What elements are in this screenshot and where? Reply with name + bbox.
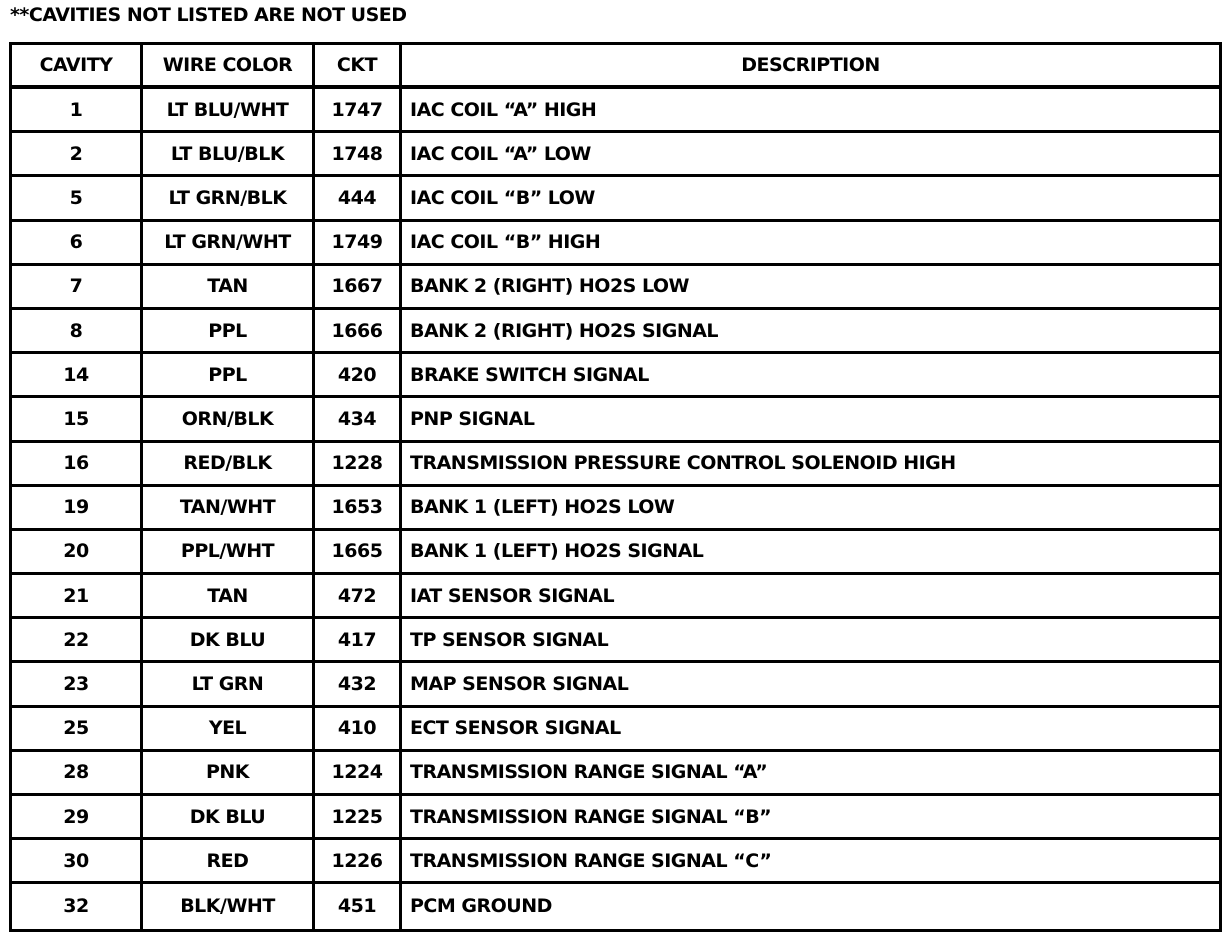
wire-color-cell: DK BLU [143, 619, 315, 660]
cavity-cell: 20 [12, 531, 143, 572]
table-row [12, 487, 1219, 531]
wire-color-cell: LT GRN/WHT [143, 222, 315, 263]
cavity-cell: 30 [12, 840, 143, 881]
description-cell: PCM GROUND [410, 895, 552, 918]
ckt-cell: 1666 [315, 310, 402, 351]
table-row [12, 398, 1219, 442]
wire-color-cell: RED [143, 840, 315, 881]
ckt-cell: 1747 [315, 89, 402, 130]
description-cell: TRANSMISSION RANGE SIGNAL “B” [410, 805, 772, 828]
ckt-cell: 1665 [315, 531, 402, 572]
cavity-cell: 7 [12, 266, 143, 307]
description-cell: BRAKE SWITCH SIGNAL [410, 363, 649, 386]
wire-color-cell: PPL [143, 354, 315, 395]
table-row [12, 133, 1219, 177]
table-row [12, 89, 1219, 133]
cavity-cell: 29 [12, 796, 143, 837]
cavity-cell: 21 [12, 575, 143, 616]
ckt-cell: 451 [315, 884, 402, 928]
cavity-cell: 19 [12, 487, 143, 528]
ckt-cell: 1226 [315, 840, 402, 881]
table-row [12, 531, 1219, 575]
ckt-cell: 472 [315, 575, 402, 616]
table-row [12, 796, 1219, 840]
description-cell: BANK 2 (RIGHT) HO2S SIGNAL [410, 319, 719, 342]
cavity-cell: 28 [12, 752, 143, 793]
cavity-cell: 5 [12, 177, 143, 218]
table-header-row [12, 45, 1219, 89]
table-row [12, 884, 1219, 928]
ckt-cell: 1748 [315, 133, 402, 174]
table-row [12, 708, 1219, 752]
description-cell: TRANSMISSION RANGE SIGNAL “A” [410, 761, 768, 784]
ckt-cell: 1653 [315, 487, 402, 528]
table-row [12, 222, 1219, 266]
cavity-cell: 8 [12, 310, 143, 351]
table-row [12, 840, 1219, 884]
cavity-cell: 6 [12, 222, 143, 263]
table-row [12, 663, 1219, 707]
table-row [12, 752, 1219, 796]
header-cavity: CAVITY [12, 45, 143, 85]
wire-color-cell: LT BLU/BLK [143, 133, 315, 174]
table-row [12, 575, 1219, 619]
description-cell: PNP SIGNAL [410, 407, 535, 430]
ckt-cell: 1224 [315, 752, 402, 793]
wire-color-cell: BLK/WHT [143, 884, 315, 928]
wire-color-cell: PPL [143, 310, 315, 351]
cavity-cell: 25 [12, 708, 143, 749]
wire-color-cell: LT BLU/WHT [143, 89, 315, 130]
cavity-cell: 22 [12, 619, 143, 660]
description-cell: BANK 2 (RIGHT) HO2S LOW [410, 275, 690, 298]
table-row [12, 354, 1219, 398]
ckt-cell: 410 [315, 708, 402, 749]
description-cell: IAC COIL “A” LOW [410, 142, 591, 165]
ckt-cell: 1749 [315, 222, 402, 263]
description-cell: ECT SENSOR SIGNAL [410, 717, 621, 740]
ckt-cell: 417 [315, 619, 402, 660]
wire-color-cell: LT GRN/BLK [143, 177, 315, 218]
cavity-table [9, 42, 1222, 932]
wire-color-cell: LT GRN [143, 663, 315, 704]
ckt-cell: 432 [315, 663, 402, 704]
table-row [12, 443, 1219, 487]
description-cell: BANK 1 (LEFT) HO2S SIGNAL [410, 540, 704, 563]
description-cell: IAC COIL “B” HIGH [410, 231, 601, 254]
ckt-cell: 1225 [315, 796, 402, 837]
cavity-cell: 15 [12, 398, 143, 439]
header-wire-color: WIRE COLOR [143, 45, 315, 85]
ckt-cell: 420 [315, 354, 402, 395]
wire-color-cell: TAN [143, 575, 315, 616]
description-cell: IAC COIL “A” HIGH [410, 98, 597, 121]
wire-color-cell: DK BLU [143, 796, 315, 837]
wire-color-cell: RED/BLK [143, 443, 315, 484]
wire-color-cell: PNK [143, 752, 315, 793]
wire-color-cell: TAN/WHT [143, 487, 315, 528]
description-cell: MAP SENSOR SIGNAL [410, 673, 629, 696]
wire-color-cell: TAN [143, 266, 315, 307]
table-row [12, 266, 1219, 310]
table-row [12, 177, 1219, 221]
cavity-cell: 2 [12, 133, 143, 174]
cavity-cell: 16 [12, 443, 143, 484]
wire-color-cell: ORN/BLK [143, 398, 315, 439]
cavities-note: **CAVITIES NOT LISTED ARE NOT USED [10, 4, 407, 26]
ckt-cell: 1228 [315, 443, 402, 484]
ckt-cell: 1667 [315, 266, 402, 307]
description-cell: TRANSMISSION RANGE SIGNAL “C” [410, 849, 772, 872]
description-cell: TRANSMISSION PRESSURE CONTROL SOLENOID HIGH [410, 452, 956, 475]
header-ckt: CKT [315, 45, 402, 85]
description-cell: BANK 1 (LEFT) HO2S LOW [410, 496, 675, 519]
header-description: DESCRIPTION [741, 54, 880, 76]
cavity-cell: 32 [12, 884, 143, 928]
cavity-cell: 23 [12, 663, 143, 704]
table-row [12, 310, 1219, 354]
wire-color-cell: YEL [143, 708, 315, 749]
wire-color-cell: PPL/WHT [143, 531, 315, 572]
ckt-cell: 444 [315, 177, 402, 218]
description-cell: IAT SENSOR SIGNAL [410, 584, 615, 607]
ckt-cell: 434 [315, 398, 402, 439]
cavity-cell: 1 [12, 89, 143, 130]
cavity-cell: 14 [12, 354, 143, 395]
description-cell: TP SENSOR SIGNAL [410, 628, 609, 651]
description-cell: IAC COIL “B” LOW [410, 186, 595, 209]
table-row [12, 619, 1219, 663]
